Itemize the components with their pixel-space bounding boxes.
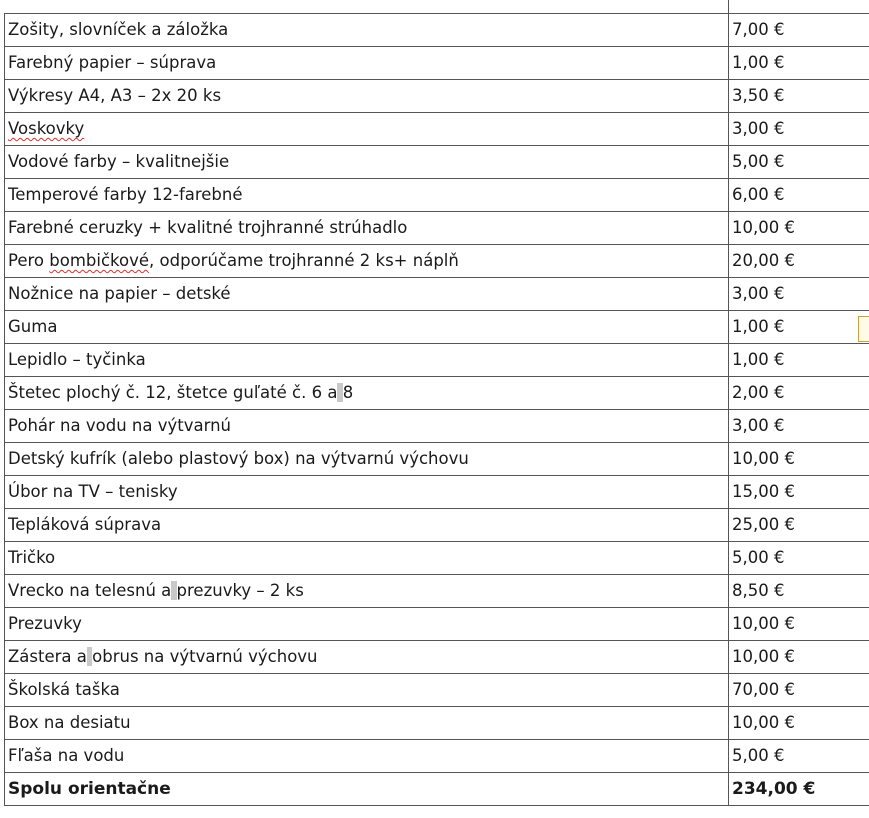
item-name-text: Temperové farby 12-farebné [8,185,243,204]
item-name-cell [5,641,729,674]
table-row [5,179,869,212]
item-price-cell: 3,50 € [729,80,869,113]
supply-price-table [4,13,869,806]
item-name-cell [5,674,729,707]
item-price-cell: 10,00 € [729,212,869,245]
item-name-text: Voskovky [8,119,85,138]
table-row [5,476,869,509]
item-name-text: Prezuvky [8,614,82,633]
table-row [5,14,869,47]
table-row [5,80,869,113]
item-name-cell [5,146,729,179]
item-name-text: Pohár na vodu na výtvarnú [8,416,231,435]
item-price-cell: 15,00 € [729,476,869,509]
comment-marker-icon[interactable] [858,316,869,342]
item-name-cell [5,311,729,344]
item-name-cell [5,14,729,47]
item-name-text: Detský kufrík (alebo plastový box) na výtvarnú výchovu [8,449,469,468]
table-row [5,509,869,542]
item-name-cell [5,608,729,641]
table-gridline [728,0,729,13]
item-price-cell: 5,00 € [729,740,869,773]
item-name-cell [5,47,729,80]
item-price-cell: 1,00 € [729,47,869,80]
item-name-cell [5,443,729,476]
item-name-text: Box na desiatu [8,713,131,732]
table-row [5,311,869,344]
item-name-cell [5,80,729,113]
item-price-cell: 10,00 € [729,443,869,476]
item-name-text: Zástera a [8,647,87,666]
item-name-cell [5,344,729,377]
item-name-text: Úbor na TV – tenisky [8,482,178,501]
item-name-cell [5,179,729,212]
table-row [5,344,869,377]
table-row [5,47,869,80]
item-price-cell: 3,00 € [729,410,869,443]
item-price-cell: 1,00 € [729,344,869,377]
item-name-cell [5,542,729,575]
item-name-text: Tričko [8,548,56,567]
item-name-cell [5,410,729,443]
table-row [5,212,869,245]
item-name-text: Lepidlo – tyčinka [8,350,146,369]
item-name-text: prezuvky – 2 ks [176,581,304,600]
table-row [5,608,869,641]
item-price-cell: 70,00 € [729,674,869,707]
item-price-cell: 10,00 € [729,608,869,641]
table-row [5,740,869,773]
item-name-cell [5,509,729,542]
item-name-cell [5,113,729,146]
item-price-cell: 2,00 € [729,377,869,410]
total-label: Spolu orientačne [5,773,729,806]
item-name-text: Štetec plochý č. 12, štetce guľaté č. 6 a [8,383,338,402]
item-name-text: obrus na výtvarnú výchovu [92,647,318,666]
item-price-cell: 3,00 € [729,278,869,311]
item-name-text: Zošity, slovníček a záložka [8,20,229,39]
item-name-cell [5,740,729,773]
item-name-cell [5,575,729,608]
item-price-cell: 20,00 € [729,245,869,278]
item-name-text: bombičkové [49,251,150,270]
item-name-text: Školská taška [8,680,120,699]
table-row [5,278,869,311]
table-row [5,410,869,443]
item-name-text: Guma [8,317,58,336]
item-price-cell: 10,00 € [729,641,869,674]
item-name-text: , odporúčame trojhranné 2 ks+ náplň [149,251,459,270]
item-price-cell: 5,00 € [729,146,869,179]
total-row [5,773,869,806]
table-row [5,707,869,740]
item-name-text: Výkresy A4, A3 – 2x 20 ks [8,86,222,105]
item-name-cell [5,212,729,245]
item-name-text: Pero [8,251,50,270]
item-price-cell: 5,00 € [729,542,869,575]
table-body [5,14,869,773]
item-name-cell [5,245,729,278]
item-price-cell: 1,00 € [729,311,869,344]
item-name-text: Tepláková súprava [8,515,162,534]
item-name-text: Farebný papier – súprava [8,53,217,72]
table-row [5,113,869,146]
table-row [5,245,869,278]
item-name-text: Vodové farby – kvalitnejšie [8,152,230,171]
item-name-cell [5,476,729,509]
item-name-text: 8 [342,383,354,402]
table-row [5,377,869,410]
item-name-cell [5,377,729,410]
table-row [5,443,869,476]
item-name-text: Vrecko na telesnú a [8,581,172,600]
table-row [5,674,869,707]
table-row [5,146,869,179]
item-price-cell: 25,00 € [729,509,869,542]
item-name-cell [5,278,729,311]
table-row [5,575,869,608]
table-row [5,641,869,674]
item-price-cell: 10,00 € [729,707,869,740]
item-price-cell: 7,00 € [729,14,869,47]
total-price: 234,00 € [729,773,869,806]
item-name-cell [5,707,729,740]
item-name-text: Farebné ceruzky + kvalitné trojhranné strúhadlo [8,218,408,237]
table-row [5,542,869,575]
item-price-cell: 6,00 € [729,179,869,212]
item-price-cell: 3,00 € [729,113,869,146]
item-price-cell: 8,50 € [729,575,869,608]
item-name-text: Fľaša na vodu [8,746,125,765]
item-name-text: Nožnice na papier – detské [8,284,231,303]
